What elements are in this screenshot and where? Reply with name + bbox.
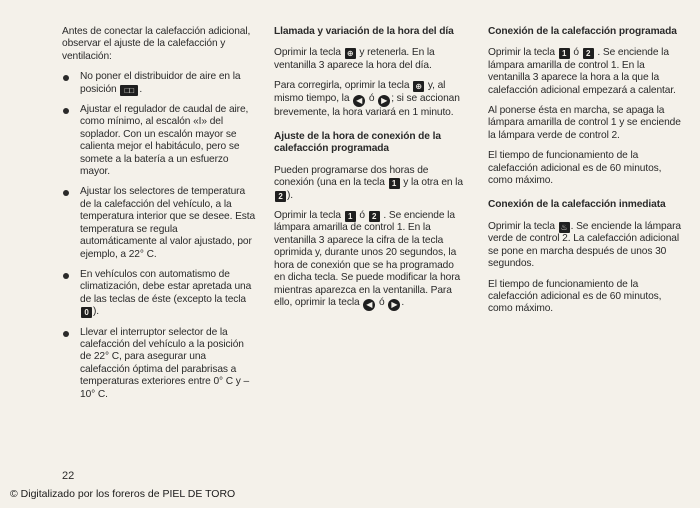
- list-item: No poner el distribuidor de aire en la posición □□ .: [62, 71, 256, 96]
- paragraph: Pueden programarse dos horas de conexión (una en la tecla 1 y la otra en la 2 ).: [274, 164, 463, 201]
- credit-line: © Digitalizado por los foreros de PIEL DE TORO: [10, 488, 236, 500]
- page-number: 22: [62, 470, 75, 482]
- paragraph: Oprimir la tecla ♨ . Se enciende la lámpara verde de control 2. La calefacción adicional se pone en marcha después de unos 30 segundos.: [488, 220, 681, 270]
- column-2: [274, 26, 466, 319]
- left-arrow-key-icon: ◀: [353, 95, 365, 107]
- settings-list: [62, 71, 256, 401]
- paragraph: Al ponerse ésta en marcha, se apaga la lámpara amarilla de control 1 y se enciende la lámpara verde de control 2.: [488, 105, 681, 141]
- column-1: [62, 26, 256, 409]
- key-2-icon: 2: [583, 48, 594, 59]
- paragraph: Oprimir la tecla 1 ó 2 . Se enciende la lámpara amarilla de control 1. En la ventanilla 3 aparece la hora a la que la calefacción adicional empezará a calentar.: [488, 47, 676, 96]
- section-heading: Llamada y variación de la hora del día: [274, 26, 454, 37]
- key-2-icon: 2: [369, 211, 380, 222]
- clock-key-icon: ⊕: [413, 81, 424, 92]
- left-arrow-key-icon: ◀: [363, 299, 375, 311]
- column-3: [488, 26, 682, 324]
- paragraph: Oprimir la tecla 1 ó 2 . Se enciende la lámpara amarilla de control 1. En la ventanilla 3 aparece la cifra de la tecla oprimida y, durante unos 20 segundos, la hora de conexión que se ha programado en dicha tecla. Se puede modificar la hora mientras aparezca en la ventanilla. Para ello, oprimir la tecla ◀ ó ▶ .: [274, 210, 461, 309]
- key-2-icon: 2: [275, 191, 286, 202]
- paragraph: Para corregirla, oprimir la tecla ⊕ y, al mismo tiempo, la ◀ ó ▶ ; si se accionan brevemente, la hora variará en 1 minuto.: [274, 80, 460, 118]
- clock-key-icon: ⊕: [345, 48, 356, 59]
- key-1-icon: 1: [389, 178, 400, 189]
- list-item: En vehículos con automatismo de climatización, debe estar apretada una de las teclas de éste (excepto la tecla 0 ).: [62, 269, 256, 319]
- key-1-icon: 1: [559, 48, 570, 59]
- right-arrow-key-icon: ▶: [388, 299, 400, 311]
- list-item: Ajustar los selectores de temperatura de la calefacción del vehículo, a la temperatura interior que se desee. Esta temperatura se regula automáticamente al valor ajustado, por ejemplo, a 22° C.: [62, 186, 256, 260]
- list-item: Llevar el interruptor selector de la calefacción del vehículo a la posición de 22° C, para asegurar una calefacción óptima del parabrisas a temperaturas exteriores entre 0° C y – 10° C.: [62, 327, 256, 401]
- key-1-icon: 1: [345, 211, 356, 222]
- paragraph: El tiempo de funcionamiento de la calefacción adicional es de 60 minutos, como máximo.: [488, 150, 662, 187]
- list-item: Ajustar el regulador de caudal de aire, como mínimo, al escalón «I» del soplador. Con un escalón mayor se calienta mejor el habitáculo, pero se somete a la batería a un esfuerzo mayor.: [62, 104, 256, 178]
- paragraph: El tiempo de funcionamiento de la calefacción adicional es de 60 minutos, como máximo.: [488, 278, 662, 315]
- section-heading: Conexión de la calefacción programada: [488, 26, 677, 37]
- intro-paragraph: Antes de conectar la calefacción adicional, observar el ajuste de la calefacción y ventilación:: [62, 26, 251, 62]
- heater-key-icon: ♨: [560, 222, 568, 232]
- zero-key-icon: 0: [81, 307, 92, 318]
- section-heading: Ajuste de la hora de conexión de la calefacción programada: [274, 131, 441, 155]
- right-arrow-key-icon: ▶: [378, 95, 390, 107]
- section-heading: Conexión de la calefacción inmediata: [488, 199, 666, 211]
- paragraph: Oprimir la tecla ⊕ y retenerla. En la ventanilla 3 aparece la hora del día.: [274, 47, 435, 71]
- air-distributor-key-icon: □□: [120, 85, 138, 96]
